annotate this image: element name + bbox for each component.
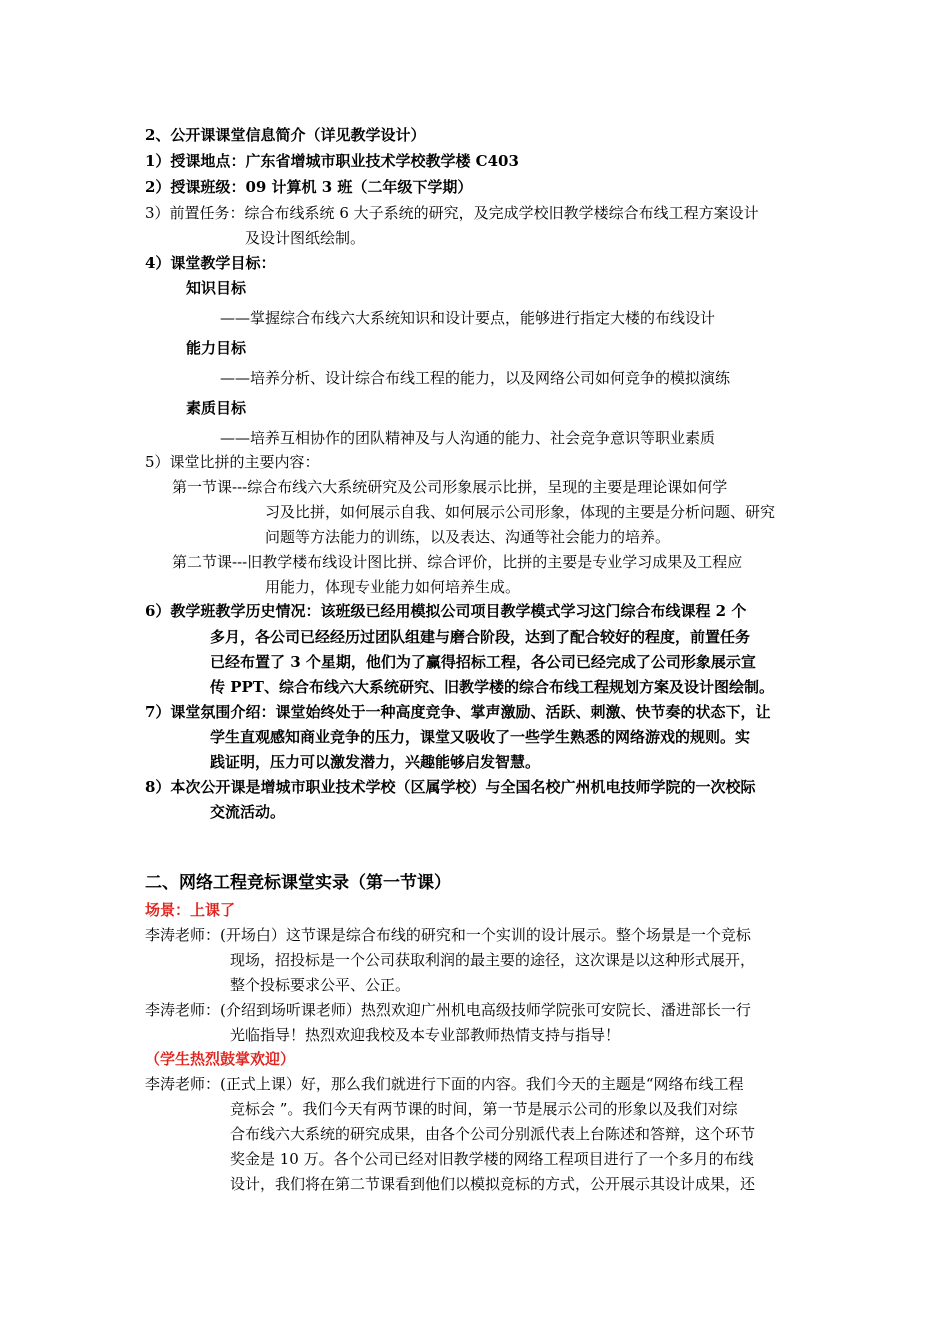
para1-line3: 整个投标要求公平、公正。	[230, 976, 411, 994]
exchange-line1: 8）本次公开课是增城市职业技术学校（区属学校）与全国名校广州机电技师学院的一次校际	[145, 778, 756, 796]
goal-quality-title: 素质目标	[186, 399, 247, 417]
lesson1-line1: 第一节课---综合布线六大系统研究及公司形象展示比拼，呈现的主要是理论课如何学	[172, 478, 728, 496]
atmosphere-line3: 践证明，压力可以激发潜力，兴趣能够启发智慧。	[210, 753, 541, 771]
para1-line1: 李涛老师：(开场白）这节课是综合布线的研究和一个实训的设计展示。整个场景是一个竞标	[145, 926, 751, 944]
info-heading: 2、公开课课堂信息简介（详见教学设计）	[145, 126, 426, 144]
atmosphere-line1: 7）课堂氛围介绍：课堂始终处于一种高度竞争、掌声激励、活跃、刺激、快节奏的状态下，让	[145, 703, 771, 721]
applause-note: （学生热烈鼓掌欢迎）	[145, 1050, 296, 1068]
info-location: 1）授课地点：广东省增城市职业技术学校教学楼 C403	[145, 152, 519, 170]
history-line1: 6）教学班教学历史情况：该班级已经用模拟公司项目教学模式学习这门综合布线课程 2 个	[145, 602, 747, 620]
info-pretask-line1: 3）前置任务：综合布线系统 6 大子系统的研究，及完成学校旧教学楼综合布线工程方案设计	[145, 204, 759, 222]
lesson1-line2: 习及比拼，如何展示自我、如何展示公司形象，体现的主要是分析问题、研究	[265, 503, 776, 521]
goal-quality-text: ——培养互相协作的团队精神及与人沟通的能力、社会竞争意识等职业素质	[220, 429, 716, 447]
exchange-line2: 交流活动。	[210, 803, 286, 821]
history-line2: 多月，各公司已经经历过团队组建与磨合阶段，达到了配合较好的程度，前置任务	[210, 628, 751, 646]
goals-heading: 4）课堂教学目标：	[145, 254, 276, 272]
lesson2-line2: 用能力，体现专业能力如何培养生成。	[265, 578, 521, 596]
info-pretask-line2: 及设计图纸绘制。	[245, 229, 366, 247]
para3-line4: 奖金是 10 万。各个公司已经对旧教学楼的网络工程项目进行了一个多月的布线	[230, 1150, 754, 1168]
record-title: 二、网络工程竞标课堂实录（第一节课）	[145, 873, 451, 893]
para1-line2: 现场，招投标是一个公司获取利润的最主要的途径，这次课是以这种形式展开，	[230, 951, 756, 969]
history-line4: 传 PPT、综合布线六大系统研究、旧教学楼的综合布线工程规划方案及设计图绘制。	[210, 678, 774, 696]
lesson1-line3: 问题等方法能力的训练，以及表达、沟通等社会能力的培养。	[265, 528, 671, 546]
scene-label: 场景：上课了	[145, 901, 236, 919]
para3-line5: 设计，我们将在第二节课看到他们以模拟竞标的方式，公开展示其设计成果，还	[230, 1175, 756, 1193]
para3-line1: 李涛老师：(正式上课）好，那么我们就进行下面的内容。我们今天的主题是“网络布线工程	[145, 1075, 744, 1093]
contest-heading: 5）课堂比拼的主要内容：	[145, 453, 320, 471]
goal-knowledge-title: 知识目标	[186, 279, 247, 297]
info-class: 2）授课班级：09 计算机 3 班（二年级下学期）	[145, 178, 473, 196]
history-line3: 已经布置了 3 个星期，他们为了赢得招标工程，各公司已经完成了公司形象展示宣	[210, 653, 756, 671]
goal-knowledge-text: ——掌握综合布线六大系统知识和设计要点，能够进行指定大楼的布线设计	[220, 309, 716, 327]
lesson2-line1: 第二节课---旧教学楼布线设计图比拼、综合评价，比拼的主要是专业学习成果及工程应	[172, 553, 743, 571]
atmosphere-line2: 学生直观感知商业竞争的压力，课堂又吸收了一些学生熟悉的网络游戏的规则。实	[210, 728, 751, 746]
goal-ability-title: 能力目标	[186, 339, 247, 357]
para3-line2: 竞标会 ”。我们今天有两节课的时间，第一节是展示公司的形象以及我们对综	[230, 1100, 738, 1118]
para2-line1: 李涛老师：(介绍到场听课老师）热烈欢迎广州机电高级技师学院张可安院长、潘进部长一行	[145, 1001, 751, 1019]
para3-line3: 合布线六大系统的研究成果，由各个公司分别派代表上台陈述和答辩，这个环节	[230, 1125, 756, 1143]
goal-ability-text: ——培养分析、设计综合布线工程的能力，以及网络公司如何竞争的模拟演练	[220, 369, 731, 387]
para2-line2: 光临指导！热烈欢迎我校及本专业部教师热情支持与指导！	[230, 1026, 621, 1044]
